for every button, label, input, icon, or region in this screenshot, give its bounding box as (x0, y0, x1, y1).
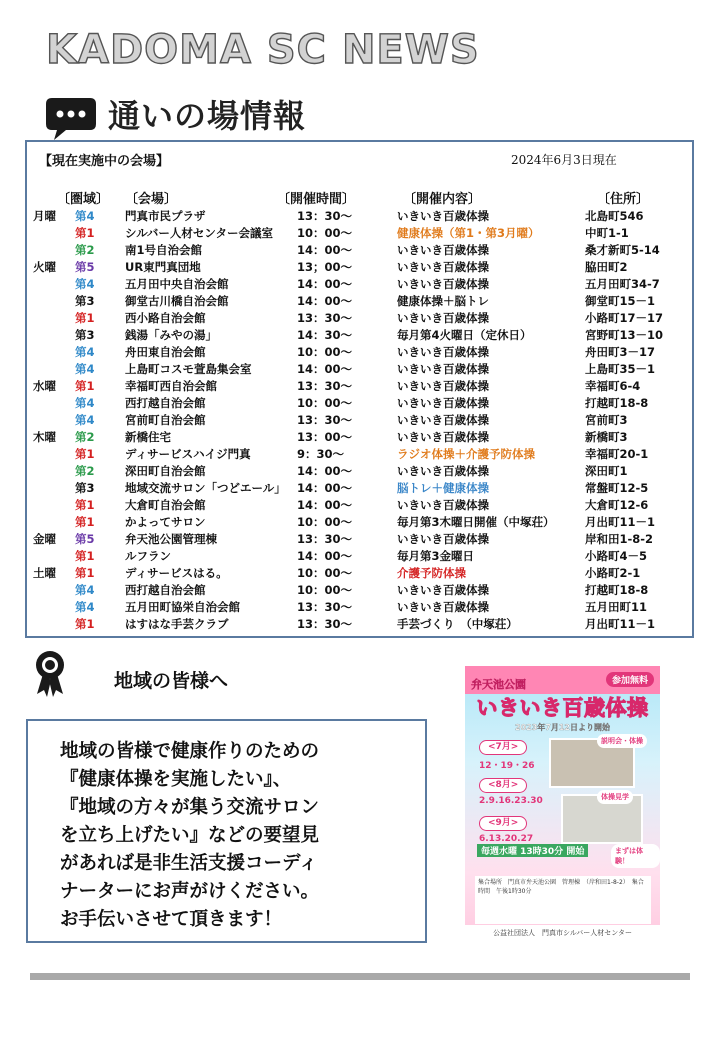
row-time: 14：00～ (297, 294, 353, 308)
message-line: があれば是非生活支援コーディ (60, 853, 318, 874)
venue-rows (27, 208, 692, 633)
row-venue: 地域交流サロン「つどエール」 (125, 481, 286, 495)
row-area: 第4 (75, 583, 95, 597)
row-area: 第1 (75, 498, 95, 512)
event-poster (465, 666, 660, 941)
row-venue: 西小路自治会館 (125, 311, 206, 325)
row-content: いきいき百歳体操 (397, 430, 489, 444)
venue-row (27, 480, 692, 497)
row-area: 第2 (75, 243, 95, 257)
poster-month-label: <7月> (479, 740, 527, 755)
poster-note: 集合場所 門真市弁天池公園 管理棟 （岸和田1-8-2） 集合時間 午後1時30分 (475, 876, 651, 924)
row-venue: 御堂古川橋自治会館 (125, 294, 229, 308)
column-header-time: 〔開催時間〕 (277, 192, 356, 207)
poster-bubble: 説明会・体操 (597, 734, 647, 748)
venue-row (27, 276, 692, 293)
row-venue: UR東門真団地 (125, 260, 201, 274)
row-venue: ディサービスはる。 (125, 566, 228, 580)
section-title-regional: 地域の皆様へ (114, 670, 229, 692)
row-address: 北島町546 (585, 209, 644, 223)
row-area: 第2 (75, 430, 95, 444)
row-content: 手芸づくり （中塚荘） (397, 617, 518, 631)
row-venue: かよってサロン (125, 515, 206, 529)
poster-footer: 公益社団法人 門真市シルバー人材センター (465, 925, 660, 941)
newsletter-title: KADOMA SC NEWS (46, 27, 480, 73)
venue-row (27, 378, 692, 395)
row-content: いきいき百歳体操 (397, 464, 489, 478)
row-venue: 銭湯「みやの湯」 (125, 328, 217, 342)
row-area: 第3 (75, 328, 95, 342)
row-content: いきいき百歳体操 (397, 362, 489, 376)
poster-subtitle: 弁天池公園 (471, 678, 526, 691)
row-content: いきいき百歳体操 (397, 600, 489, 614)
poster-start-date: 2023年7月12日より開始 (515, 723, 610, 732)
venue-row (27, 327, 692, 344)
row-address: 宮前町3 (585, 413, 628, 427)
row-area: 第5 (75, 260, 95, 274)
row-venue: 新橋住宅 (125, 430, 171, 444)
row-time: 13：30～ (297, 600, 353, 614)
poster-month-days: 12・19・26 (479, 761, 535, 771)
row-content: 健康体操（第1・第3月曜） (397, 226, 540, 240)
row-time: 14：30～ (297, 328, 353, 342)
row-venue: 西打越自治会館 (125, 396, 206, 410)
row-content: 毎月第4火曜日（定休日） (397, 328, 532, 342)
row-area: 第4 (75, 362, 95, 376)
message-line: ナーターにお声がけください。 (60, 881, 320, 902)
row-address: 舟田町3－17 (585, 345, 656, 359)
poster-month-label: <9月> (479, 816, 527, 831)
row-area: 第3 (75, 481, 95, 495)
column-header-venue: 〔会場〕 (125, 192, 178, 207)
poster-bubble: まずは体験！ (611, 844, 660, 868)
row-address: 月出町11－1 (585, 515, 656, 529)
row-address: 打越町18-8 (585, 583, 649, 597)
row-area: 第1 (75, 617, 95, 631)
row-address: 五月田町34-7 (585, 277, 660, 291)
row-venue: 弁天池公園管理棟 (125, 532, 217, 546)
row-content: 健康体操＋脳トレ (397, 294, 489, 308)
row-content: いきいき百歳体操 (397, 277, 489, 291)
message-line: お手伝いさせて頂きます！ (60, 909, 283, 930)
message-line: 『健康体操を実施したい』、 (60, 769, 292, 790)
row-venue: 舟田東自治会館 (125, 345, 206, 359)
row-time: 14：00～ (297, 277, 353, 291)
venue-row (27, 531, 692, 548)
row-content: いきいき百歳体操 (397, 532, 489, 546)
row-area: 第1 (75, 515, 95, 529)
row-time: 14：00～ (297, 549, 353, 563)
venue-row (27, 548, 692, 565)
row-content: いきいき百歳体操 (397, 311, 489, 325)
venue-row (27, 582, 692, 599)
row-address: 上島町35－1 (585, 362, 656, 376)
column-headers (27, 188, 692, 206)
row-content: ラジオ体操＋介護予防体操 (397, 447, 535, 461)
poster-bubble: 体操見学 (597, 790, 633, 804)
venue-row (27, 446, 692, 463)
row-venue: 幸福町西自治会館 (125, 379, 217, 393)
row-content: いきいき百歳体操 (397, 379, 489, 393)
row-venue: 大倉町自治会館 (125, 498, 206, 512)
as-of-date: 2024年6月3日現在 (511, 153, 617, 167)
row-address: 新橋町3 (585, 430, 628, 444)
row-content: いきいき百歳体操 (397, 498, 489, 512)
row-day: 金曜 (33, 532, 56, 546)
row-area: 第4 (75, 209, 95, 223)
row-content: 脳トレ＋健康体操 (397, 481, 489, 495)
column-header-area: 〔圏域〕 (57, 192, 110, 207)
row-address: 桑才新町5-14 (585, 243, 660, 257)
bottom-divider (30, 973, 690, 980)
poster-free-badge: 参加無料 (606, 672, 654, 687)
venue-row (27, 463, 692, 480)
row-address: 幸福町6-4 (585, 379, 641, 393)
venue-list-label: 【現在実施中の会場】 (39, 154, 170, 169)
row-area: 第1 (75, 311, 95, 325)
row-content: いきいき百歳体操 (397, 243, 489, 257)
row-area: 第1 (75, 566, 95, 580)
row-time: 10：00～ (297, 566, 353, 580)
venue-row (27, 293, 692, 310)
row-address: 小路町17－17 (585, 311, 664, 325)
row-content: いきいき百歳体操 (397, 413, 489, 427)
row-time: 13：30～ (297, 209, 353, 223)
venue-row (27, 310, 692, 327)
row-content: 毎月第3金曜日 (397, 549, 475, 563)
row-address: 深田町1 (585, 464, 628, 478)
row-time: 13：30～ (297, 532, 353, 546)
row-address: 中町1-1 (585, 226, 629, 240)
row-address: 宮野町13－10 (585, 328, 664, 342)
column-header-content: 〔開催内容〕 (403, 192, 482, 207)
row-content: いきいき百歳体操 (397, 583, 489, 597)
row-address: 小路町4－5 (585, 549, 648, 563)
row-time: 10：00～ (297, 226, 353, 240)
row-content: いきいき百歳体操 (397, 209, 489, 223)
row-day: 月曜 (33, 209, 56, 223)
venue-row (27, 514, 692, 531)
venue-row (27, 429, 692, 446)
row-venue: 深田町自治会館 (125, 464, 206, 478)
row-time: 13：30～ (297, 311, 353, 325)
row-venue: 五月田町協栄自治会館 (125, 600, 240, 614)
row-time: 10：00～ (297, 396, 353, 410)
row-area: 第5 (75, 532, 95, 546)
row-time: 10：00～ (297, 515, 353, 529)
row-address: 大倉町12-6 (585, 498, 649, 512)
row-area: 第1 (75, 447, 95, 461)
row-venue: 宮前町自治会館 (125, 413, 206, 427)
row-time: 14：00～ (297, 464, 353, 478)
venue-row (27, 565, 692, 582)
row-area: 第4 (75, 345, 95, 359)
row-time: 14：00～ (297, 243, 353, 257)
row-venue: 上島町コスモ萱島集会室 (125, 362, 252, 376)
poster-month-days: 6.13.20.27 (479, 834, 534, 844)
row-venue: ルフラン (125, 549, 171, 563)
row-content: いきいき百歳体操 (397, 260, 489, 274)
venue-row (27, 225, 692, 242)
row-time: 9：30～ (297, 447, 345, 461)
row-venue: はすはな手芸クラブ (125, 617, 229, 631)
message-line: 『地域の方々が集う交流サロン (60, 797, 320, 818)
row-venue: 門真市民プラザ (125, 209, 206, 223)
venue-row (27, 208, 692, 225)
row-area: 第1 (75, 226, 95, 240)
row-time: 14：00～ (297, 498, 353, 512)
row-day: 木曜 (33, 430, 56, 444)
venue-row (27, 497, 692, 514)
row-address: 岸和田1-8-2 (585, 532, 654, 546)
message-line: を立ち上げたい』などの要望見 (60, 825, 320, 846)
row-content: 毎月第3木曜日開催（中塚荘） (397, 515, 555, 529)
venue-row (27, 242, 692, 259)
row-area: 第3 (75, 294, 95, 308)
row-address: 幸福町20-1 (585, 447, 649, 461)
section-title-venues: 通いの場情報 (108, 97, 307, 135)
row-address: 御堂町15－1 (585, 294, 656, 308)
row-day: 土曜 (33, 566, 56, 580)
row-time: 13：30～ (297, 413, 353, 427)
row-area: 第1 (75, 549, 95, 563)
row-address: 脇田町2 (585, 260, 628, 274)
row-area: 第2 (75, 464, 95, 478)
row-time: 14：00～ (297, 481, 353, 495)
venue-row (27, 599, 692, 616)
row-address: 五月田町11 (585, 600, 648, 614)
row-day: 水曜 (33, 379, 56, 393)
venue-row (27, 259, 692, 276)
row-venue: 西打越自治会館 (125, 583, 206, 597)
row-content: いきいき百歳体操 (397, 396, 489, 410)
row-content: いきいき百歳体操 (397, 345, 489, 359)
message-line: 地域の皆様で健康作りのための (60, 741, 320, 762)
venue-row (27, 412, 692, 429)
row-address: 常盤町12-5 (585, 481, 649, 495)
row-address: 打越町18-8 (585, 396, 649, 410)
column-header-address: 〔住所〕 (597, 192, 650, 207)
row-address: 月出町11－1 (585, 617, 656, 631)
chat-bubble-icon (44, 94, 98, 144)
row-time: 13；00～ (297, 260, 353, 274)
venue-list-box (25, 140, 694, 638)
row-time: 14：00～ (297, 362, 353, 376)
row-content: 介護予防体操 (397, 566, 466, 580)
poster-month-days: 2.9.16.23.30 (479, 796, 543, 806)
row-venue: 五月田中央自治会館 (125, 277, 229, 291)
row-address: 小路町2-1 (585, 566, 641, 580)
poster-title: いきいき百歳体操 (476, 696, 649, 720)
row-area: 第4 (75, 277, 95, 291)
row-area: 第4 (75, 396, 95, 410)
venue-row (27, 361, 692, 378)
row-area: 第4 (75, 600, 95, 614)
row-venue: シルバー人材センター会議室 (125, 226, 273, 240)
message-box (26, 719, 427, 943)
venue-row (27, 395, 692, 412)
row-time: 13：30～ (297, 379, 353, 393)
row-venue: 南1号自治会館 (125, 243, 203, 257)
row-area: 第4 (75, 413, 95, 427)
venue-row (27, 344, 692, 361)
poster-every-week: 毎週水曜 13時30分 開始 (477, 844, 588, 857)
row-time: 10：00～ (297, 345, 353, 359)
row-venue: ディサービスハイジ門真 (125, 447, 251, 461)
row-time: 10：00～ (297, 583, 353, 597)
row-time: 13：30～ (297, 617, 353, 631)
poster-month-label: <8月> (479, 778, 527, 793)
venue-row (27, 616, 692, 633)
row-area: 第1 (75, 379, 95, 393)
row-day: 火曜 (33, 260, 56, 274)
row-time: 13：00～ (297, 430, 353, 444)
award-ribbon-icon (32, 648, 68, 698)
